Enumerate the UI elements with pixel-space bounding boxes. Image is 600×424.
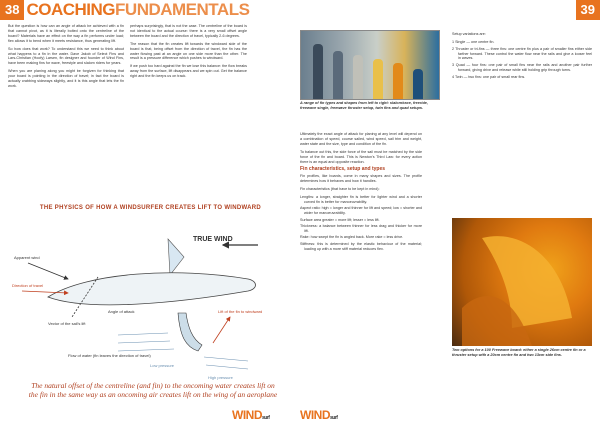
true-wind-label: TRUE WIND xyxy=(193,236,233,243)
high-pressure-label: High pressure xyxy=(208,375,233,380)
title-part-b: FUNDAMENTALS xyxy=(115,0,250,19)
paragraph: Setup variations are: xyxy=(452,32,486,36)
text-column-3 xyxy=(300,132,422,253)
flow-label: Flow of water (fin leaves the direction of travel) xyxy=(68,353,151,358)
text-column-1 xyxy=(8,24,124,92)
diagram-caption: The natural offset of the centreline (and fin) to the oncoming water creates lift on the fin in the same way as an oncoming air creates lift on the wing of an aeroplane xyxy=(28,381,278,399)
paragraph: When you are planing along you might be forgiven for thinking that your board is pointing in the direction of travel; in fact the board is actually crabbing sideways slightly, and it is this angle that lets the fin work. xyxy=(8,69,124,88)
paragraph: Fin characteristics (that have to be kept in mind): xyxy=(300,187,380,192)
paragraph: Fin profiles, like boards, come in many shapes and sizes. The profile determines how it behaves and how it handles. xyxy=(300,174,422,184)
list-item: Rake: how swept the fin is angled back. More rake = less drive. xyxy=(300,235,404,240)
list-item: 2 Thruster or tri-fins — three fins: one centre fin plus a pair of smaller fins either side farther forward. These control the water flow near the rails and give a looser feel in waves. xyxy=(452,46,592,61)
setup-list xyxy=(452,40,592,80)
flow-line xyxy=(118,349,174,351)
flow-line xyxy=(118,333,168,335)
flow-line xyxy=(204,357,248,361)
title-part-a: COACHING xyxy=(26,0,116,19)
diagram-title: THE PHYSICS OF HOW A WINDSURFER CREATES LIFT TO WINDWARD xyxy=(39,205,262,211)
text-column-4 xyxy=(452,32,592,81)
page-number-left: 38 xyxy=(0,0,24,20)
page-title xyxy=(26,0,249,20)
list-item: Aspect ratio: high = longer and thinner for lift and speed; low = shorter and wider for manoeuvrability. xyxy=(300,206,422,216)
flow-line xyxy=(118,341,170,343)
section-heading: Fin characteristics, setup and types xyxy=(300,166,386,173)
fin-lift-arrow xyxy=(213,317,230,343)
paragraph: Ultimately the exact angle of attack for planing at any level will depend on a combination of speed, course sailed, wind speed, sail trim and weight, water state and the size, type and condition of the fin. xyxy=(300,132,422,146)
logo-main: WIND xyxy=(232,408,262,422)
photo-caption: A range of fin types and shapes from left to right: slalom/race, freeride, freewave single, freewave thruster setup, twin fins and quad setups. xyxy=(300,101,428,110)
list-item: 4 Twin — two fins: one pair of small rear fins. xyxy=(452,74,526,79)
paragraph: If we push too hard against the fin we lose this balance: the flow breaks away from the surface, lift disappears and we spin out. Get the balance right and the fin keeps us on track. xyxy=(130,64,247,79)
apparent-wind-arrow xyxy=(28,263,68,279)
logo-sub: surf xyxy=(262,415,270,421)
list-item: 1 Single — one centre fin. xyxy=(452,39,495,44)
list-item: 3 Quad — four fins: one pair of small fins near the rails and another pair further forward, giving drive and release while still holding grip through turns. xyxy=(452,63,592,73)
fin-setup-photo xyxy=(452,218,592,346)
photo-caption: Two options for a 100 Freewave board: either a single 26cm centre fin or a thruster setup with a 20cm centre fin and two 13cm side fins. xyxy=(452,348,586,357)
paragraph: The reason that the fin creates lift towards the windward side of the board is that, being offset from the direction of travel, the fin has the water flowing past at an angle on one side more than the other. The result is a pressure difference which pushes to windward. xyxy=(130,41,247,61)
fin-silhouette xyxy=(333,51,343,99)
text-column-2 xyxy=(130,24,247,82)
windsurf-logo xyxy=(232,408,269,422)
flow-line xyxy=(206,365,248,369)
fin-silhouette xyxy=(393,63,403,99)
diagram-illustration xyxy=(8,217,293,392)
paragraph: But the question is how can an angle of attack be achieved with a fin that cannot pivot, as it is literally bolted onto the centreline of the board? Materials have an effect on the way a fin performs under load; flex allows it to bend when it meets resistance, thus generating lift. xyxy=(8,24,124,43)
apparent-wind-label: Apparent wind xyxy=(14,255,40,260)
page-header-left xyxy=(0,0,249,20)
lift-vector-label: Vector of the sail's lift xyxy=(48,321,86,326)
fin-silhouette xyxy=(413,69,423,99)
physics-diagram xyxy=(8,205,293,420)
fin-closeup-illustration xyxy=(452,218,592,346)
angle-label: Angle of attack xyxy=(108,309,135,314)
logo-main: WIND xyxy=(300,408,330,422)
sail-shape xyxy=(168,239,184,275)
list-item: Thickness: a balance between thinner for less drag and thicker for more lift. xyxy=(300,224,422,233)
fin-silhouette xyxy=(353,55,363,99)
paragraph: To balance out this, the side force of the sail must be matched by the side force of the fin and board. This is Newton's Third Law: for every action there is an equal and opposite reaction. xyxy=(300,149,422,164)
characteristics-list xyxy=(300,195,422,252)
paragraph: perhaps surprisingly, that is not the case. The centreline of the board is not identical to the actual course: there is a very small offset angle between the board and the direction of travel, typically 2-6 degrees. xyxy=(130,24,247,38)
board-outline xyxy=(48,273,256,305)
fin-range-photo xyxy=(300,30,440,100)
list-item: Stiffness: this is determined by the elastic behaviour of the material; loading up with a more stiff material reduces flex. xyxy=(300,241,422,251)
logo-sub: surf xyxy=(330,415,338,421)
direction-label: Direction of travel xyxy=(12,283,44,288)
fin-shape xyxy=(178,313,202,351)
windsurf-logo xyxy=(300,408,337,422)
list-item: Surface area greater = more lift; lesser = less lift. xyxy=(300,217,380,222)
list-item: Lengths: a longer, straighter fin is better for lighter wind and a shorter curved fin is better for manoeuvrability. xyxy=(300,195,422,204)
fin-silhouette xyxy=(373,59,383,99)
fin-silhouette xyxy=(313,44,323,99)
fin-lift-label: Lift of the fin to windward xyxy=(218,309,263,314)
paragraph: So how does that work? To understand this we need to think about what happens to a fin in the water. Dave Jakob of Select Fins and Lars-Christian (Hoofy) Larsen, fin designer and founder of Wind Fins, have been making fins for wave, freestyle and slalom riders for years. xyxy=(8,46,124,66)
page-number-right: 39 xyxy=(576,0,600,20)
low-pressure-label: Low pressure xyxy=(150,363,175,368)
